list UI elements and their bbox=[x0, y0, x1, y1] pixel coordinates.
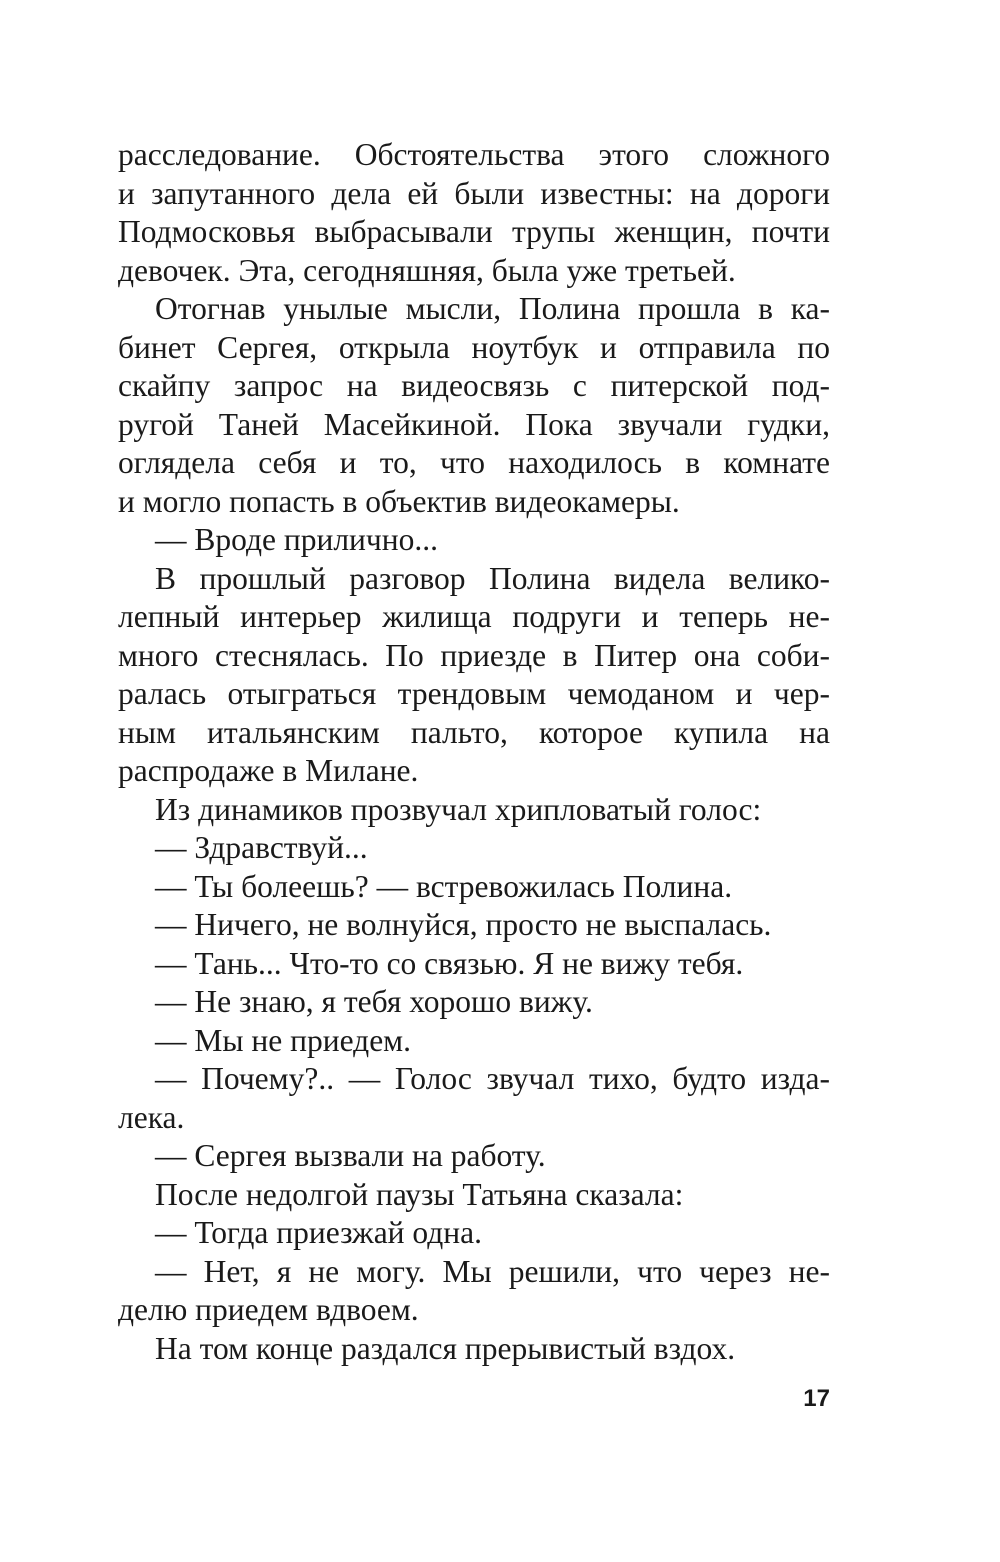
text-line: После недолгой паузы Татьяна сказала: bbox=[155, 1176, 684, 1212]
page-number: 17 bbox=[803, 1385, 830, 1412]
text-line: и могло попасть в объектив видеокамеры. bbox=[118, 483, 680, 519]
text-line: оглядела себя и то, что находилось в комнате bbox=[118, 445, 830, 480]
text-line: — Здравствуй... bbox=[155, 830, 368, 865]
text-line: делю приедем вдвоем. bbox=[118, 1292, 419, 1327]
text-line: — Сергея вызвали на работу. bbox=[155, 1138, 546, 1173]
text-line: девочек. Эта, сегодняшняя, была уже третьей. bbox=[118, 252, 736, 288]
text-line: Из динамиков прозвучал хрипловатый голос: bbox=[155, 791, 762, 827]
text-line: бинет Сергея, открыла ноутбук и отправила по bbox=[118, 329, 830, 365]
text-line: расследование. Обстоятельства этого сложного bbox=[118, 137, 830, 172]
text-line: ругой Таней Масейкиной. Пока звучали гудки, bbox=[118, 406, 830, 442]
text-line: На том конце раздался прерывистый вздох. bbox=[155, 1330, 736, 1366]
text-line: Отогнав унылые мысли, Полина прошла в ка- bbox=[155, 291, 830, 326]
text-line: Подмосковья выбрасывали трупы женщин, почти bbox=[118, 214, 830, 249]
text-line: ралась отыграться трендовым чемоданом и чер- bbox=[118, 676, 830, 711]
text-line: — Почему?.. — Голос звучал тихо, будто изда- bbox=[155, 1061, 830, 1096]
text-line: — Нет, я не могу. Мы решили, что через не- bbox=[155, 1253, 830, 1289]
text-line: — Вроде прилично... bbox=[155, 522, 438, 557]
text-line: лека. bbox=[118, 1099, 185, 1135]
text-line: — Не знаю, я тебя хорошо вижу. bbox=[155, 984, 593, 1019]
text-line: — Тань... Что-то со связью. Я не вижу тебя. bbox=[155, 945, 744, 981]
text-line: много стеснялась. По приезде в Питер она соби- bbox=[118, 637, 830, 673]
text-line: — Ничего, не волнуйся, просто не выспалась. bbox=[155, 907, 772, 942]
text-line: — Тогда приезжай одна. bbox=[155, 1215, 482, 1250]
text-line: В прошлый разговор Полина видела велико- bbox=[155, 560, 830, 596]
text-line: распродаже в Милане. bbox=[118, 753, 419, 788]
text-line: ным итальянским пальто, которое купила на bbox=[118, 714, 830, 750]
text-line: и запутанного дела ей были известны: на дороги bbox=[118, 175, 830, 211]
body-text bbox=[118, 136, 830, 1368]
text-line: скайпу запрос на видеосвязь с питерской под- bbox=[118, 368, 830, 403]
text-line: лепный интерьер жилища подруги и теперь не- bbox=[118, 599, 830, 634]
text-line: — Мы не приедем. bbox=[155, 1022, 411, 1058]
text-line: — Ты болеешь? — встревожилась Полина. bbox=[155, 868, 733, 904]
